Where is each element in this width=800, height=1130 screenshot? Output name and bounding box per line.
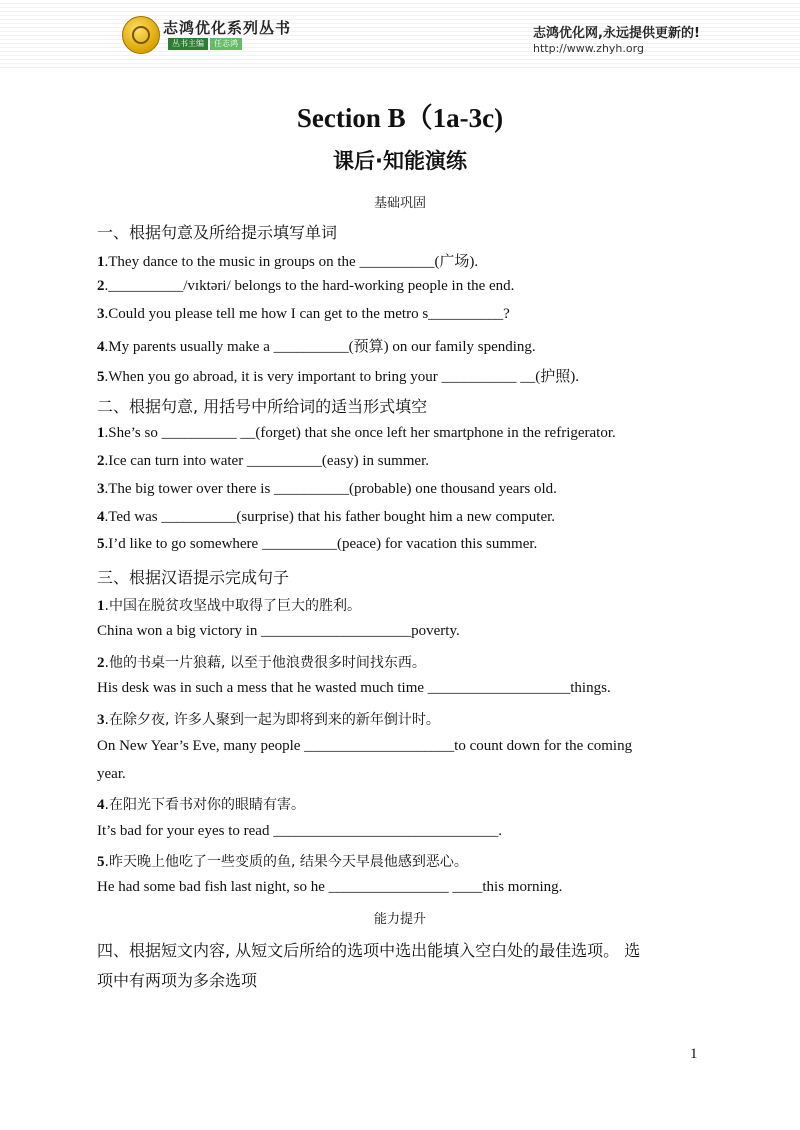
series-logo-icon — [122, 16, 160, 54]
header-slogan: 志鸿优化网,永远提供更新的! — [533, 26, 700, 41]
section-4-heading-continued: 项中有两项为多余选项 — [97, 971, 258, 990]
chinese-prompt: 2.他的书桌一片狼藉, 以至于他浪费很多时间找东西。 — [97, 655, 426, 671]
exercise-item: 1.They dance to the music in groups on the __________(广场). — [97, 254, 479, 270]
editor-name-badge: 任志鸿 — [210, 38, 242, 50]
exercise-item: 2.__________/vɪktəri/ belongs to the hard-working people in the end. — [97, 278, 515, 294]
page-subtitle: 课后·知能演练 — [333, 149, 467, 173]
basic-label: 基础巩固 — [373, 196, 426, 211]
exercise-item: 3.The big tower over there is __________(probable) one thousand years old. — [97, 481, 557, 497]
exercise-item: 4.Ted was __________(surprise) that his father bought him a new computer. — [97, 509, 556, 525]
exercise-item: 2.Ice can turn into water __________(easy) in summer. — [97, 453, 429, 469]
exercise-item: He had some bad fish last night, so he ________________ ____this morning. — [97, 879, 563, 895]
editor-badge: 丛书主编 — [168, 38, 208, 50]
section-1-heading: 一、根据句意及所给提示填写单词 — [97, 223, 338, 242]
exercise-item: 3.Could you please tell me how I can get to the metro s__________? — [97, 306, 510, 322]
section-3-heading: 三、根据汉语提示完成句子 — [97, 568, 290, 587]
chinese-prompt: 3.在除夕夜, 许多人聚到一起为即将到来的新年倒计时。 — [97, 712, 440, 728]
chinese-prompt: 5.昨天晚上他吃了一些变质的鱼, 结果今天早晨他感到恶心。 — [97, 854, 468, 870]
exercise-item: It’s bad for your eyes to read ______________________________. — [97, 823, 502, 839]
exercise-item-continued: year. — [97, 766, 126, 782]
exercise-item: 1.She’s so __________ __(forget) that she once left her smartphone in the refrigerator. — [97, 425, 616, 441]
header-url[interactable]: http://www.zhyh.org — [533, 42, 644, 55]
exercise-item: China won a big victory in ____________________poverty. — [97, 623, 460, 639]
section-4-heading: 四、根据短文内容, 从短文后所给的选项中选出能填入空白处的最佳选项。 选 — [97, 941, 641, 960]
exercise-item: 4.My parents usually make a __________(预算) on our family spending. — [97, 339, 536, 355]
page-number: 1 — [690, 1046, 698, 1062]
page-title: Section B（1a-3c) — [296, 103, 504, 133]
series-title: 志鸿优化系列丛书 — [163, 19, 292, 37]
chinese-prompt: 4.在阳光下看书对你的眼睛有害。 — [97, 797, 305, 813]
exercise-item: His desk was in such a mess that he wasted much time ___________________things. — [97, 680, 611, 696]
page-header — [0, 0, 800, 70]
section-2-heading: 二、根据句意, 用括号中所给词的适当形式填空 — [97, 397, 428, 416]
chinese-prompt: 1.中国在脱贫攻坚战中取得了巨大的胜利。 — [97, 598, 361, 614]
exercise-item: On New Year’s Eve, many people ____________________to count down for the coming — [97, 738, 633, 754]
exercise-item: 5.I’d like to go somewhere __________(peace) for vacation this summer. — [97, 536, 538, 552]
exercise-item: 5.When you go abroad, it is very important to bring your __________ __(护照). — [97, 369, 580, 385]
ability-label: 能力提升 — [373, 912, 426, 927]
